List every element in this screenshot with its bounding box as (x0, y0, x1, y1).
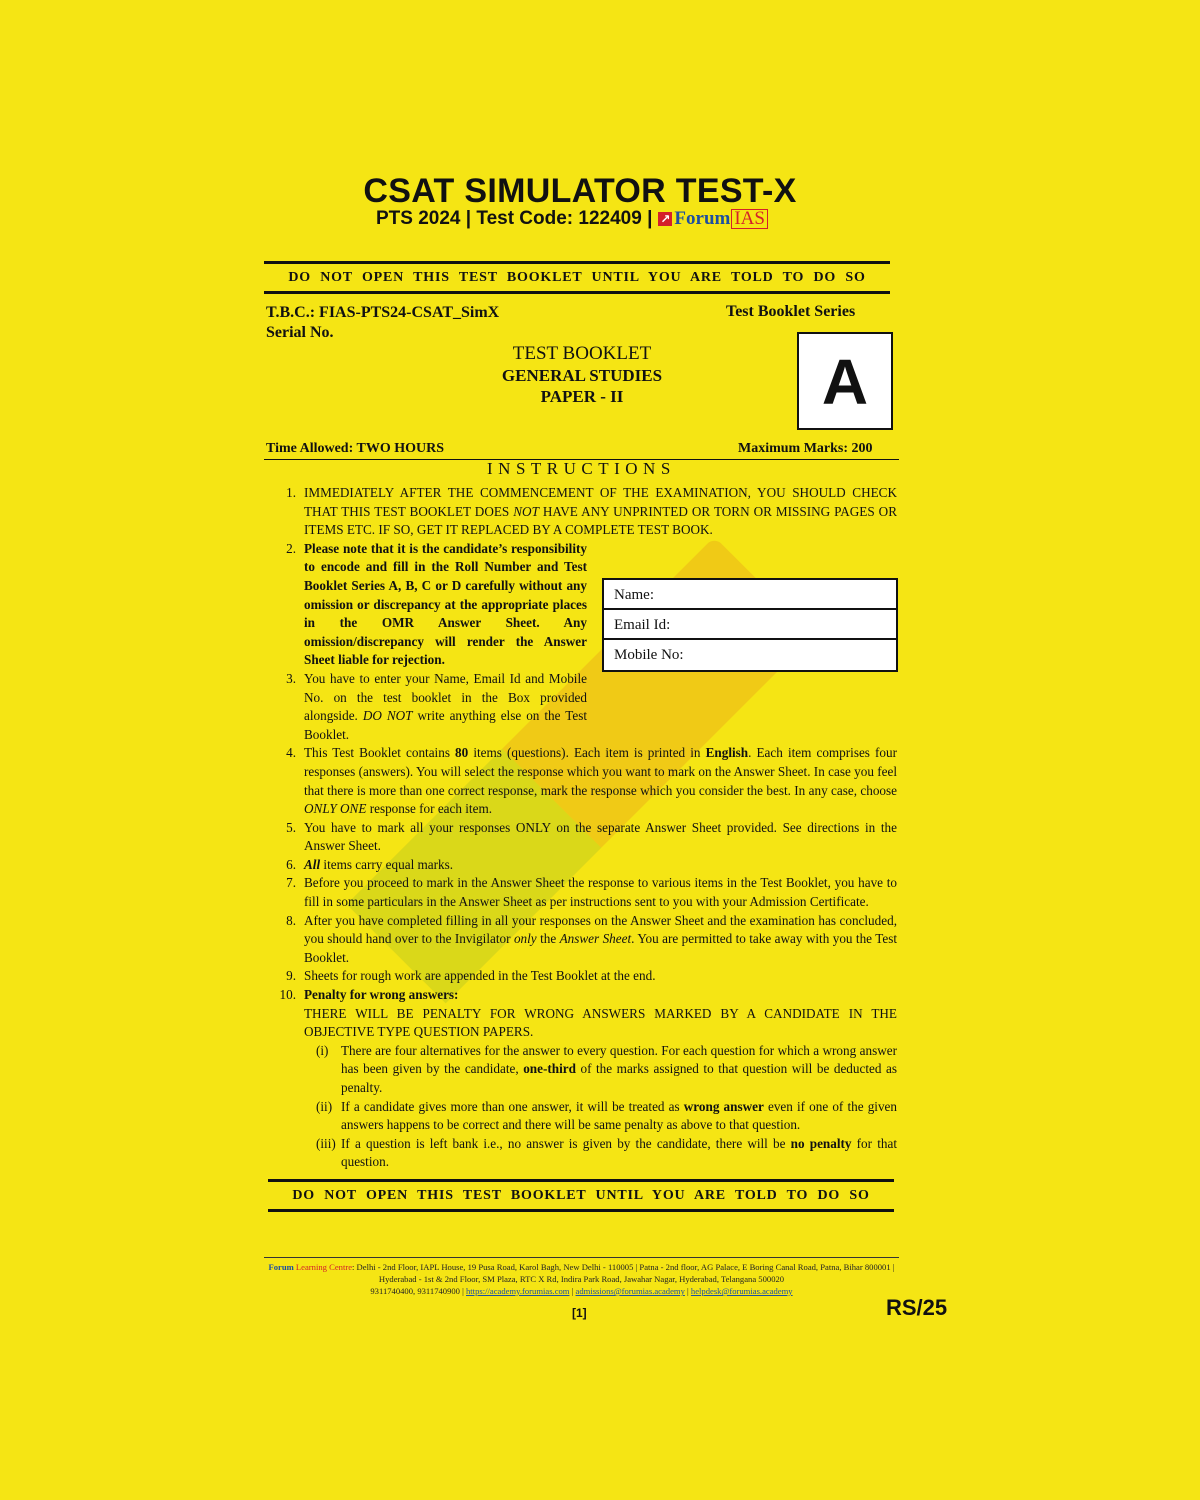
tbc-code: T.B.C.: FIAS-PTS24-CSAT_SimX (266, 304, 500, 321)
instruction-text: response for each item. (366, 801, 493, 817)
penalty-heading: Penalty for wrong answers: (304, 987, 459, 1003)
instruction-text: even if one of the given answers happens to be correct and there will be same penalty as above to that question. (341, 1098, 897, 1133)
instruction-text: . You are permitted to take away with you the Test Booklet. (304, 931, 897, 965)
emphasis-text: one-third (523, 1061, 576, 1077)
name-label: Name: (614, 587, 654, 603)
helpdesk-email-link[interactable]: helpdesk@forumias.academy (690, 1286, 793, 1296)
instruction-text: of the marks assigned to that question will be deducted as penalty. (341, 1061, 897, 1095)
instruction-2 (276, 540, 897, 670)
admissions-email-link[interactable]: admissions@forumias.academy (575, 1286, 685, 1296)
sub-number: (ii) (316, 1098, 333, 1114)
instruction-text: IMMEDIATELY AFTER THE COMMENCEMENT OF THE EXAMINATION, YOU SHOULD CHECK THAT THIS TEST BOOKLET DOES (304, 485, 897, 519)
footer-brand-forum: Forum (268, 1262, 294, 1272)
emphasis-text: wrong answer (683, 1098, 764, 1114)
instruction-text: This Test Booklet contains (304, 745, 456, 761)
booklet-heading (440, 343, 724, 407)
logo-ias-text: IAS (731, 209, 768, 229)
series-label: Test Booklet Series (726, 303, 856, 320)
instruction-text: After you have completed filling in all your responses on the Answer Sheet and the examination has concluded, you should hand over to the Invigilator (304, 912, 897, 947)
top-warning-banner: DO NOT OPEN THIS TEST BOOKLET UNTIL YOU ARE TOLD TO DO SO (264, 261, 890, 294)
instruction-4 (276, 744, 897, 818)
maximum-marks: Maximum Marks: 200 (738, 441, 873, 456)
test-code-text: PTS 2024 | Test Code: 122409 | (376, 208, 653, 229)
instruction-text: Sheets for rough work are appended in the Test Booklet at the end. (304, 968, 656, 984)
instruction-text: for that question. (341, 1135, 897, 1170)
booklet-line-3: PAPER - II (540, 387, 624, 406)
booklet-code-block (266, 303, 499, 343)
forumias-logo (658, 208, 768, 230)
emphasis-text: only (513, 931, 537, 947)
instruction-1 (276, 484, 897, 540)
instruction-text: HAVE ANY UNPRINTED OR TORN OR MISSING PAGES OR ITEMS ETC. IF SO, GET IT REPLACED BY A COMPLETE TEST BOOK. (304, 503, 898, 538)
instruction-text: If a candidate gives more than one answer, it will be treated as (341, 1098, 684, 1114)
instruction-number: 3. (286, 670, 296, 686)
instruction-number: 5. (286, 819, 296, 835)
booklet-line-2: GENERAL STUDIES (501, 366, 663, 385)
mobile-label: Mobile No: (614, 647, 684, 663)
instruction-3 (276, 670, 897, 744)
test-title: CSAT SIMULATOR TEST-X (363, 172, 797, 210)
instruction-number: 2. (286, 540, 296, 556)
instruction-text: items (questions). Each item is printed in (468, 745, 706, 761)
instruction-text: Before you proceed to mark in the Answer Sheet the response to various items in the Test Booklet, you have to fill in some particulars in the Answer Sheet as per instructions sent to you with your Admission Certificate. (304, 875, 897, 910)
instruction-9 (276, 967, 897, 986)
sub-number: (i) (316, 1042, 329, 1058)
serial-number-label: Serial No. (266, 324, 334, 341)
instruction-number: 9. (286, 968, 296, 984)
emphasis-text: DO NOT (362, 708, 413, 724)
page-number: [1] (572, 1306, 587, 1320)
emphasis-text: English (705, 745, 749, 761)
footer-phones: 9311740400, 9311740900 | (370, 1286, 466, 1296)
document-code: RS/25 (886, 1295, 948, 1320)
instruction-7 (276, 874, 897, 911)
separator: | (569, 1286, 576, 1296)
footer-brand-centre: Learning Centre (293, 1262, 353, 1272)
academy-link[interactable]: https://academy.forumias.com (466, 1286, 570, 1296)
instruction-text: There are four alternatives for the answer to every question. For each question for which a wrong answer has been given by the candidate, (341, 1042, 897, 1077)
instruction-number: 7. (286, 875, 296, 891)
email-label: Email Id: (614, 617, 671, 633)
instruction-number: 1. (286, 485, 296, 500)
penalty-rule-3 (276, 1135, 897, 1172)
instruction-number: 8. (286, 912, 296, 928)
emphasis-text: no penalty (790, 1135, 852, 1151)
emphasis-text: 80 (455, 745, 469, 761)
instruction-text: Please note that it is the candidate’s responsibility to encode and fill in the Roll Number and Test Booklet Series A, B, C or D carefully without any omission or discrepancy at the appropriate places in the OMR Answer Sheet. Any omission/discrepancy will render the Answer Sheet liable for rejection. (304, 540, 587, 668)
instruction-text: You have to mark all your responses ONLY on the separate Answer Sheet provided. See directions in the Answer Sheet. (304, 819, 897, 854)
instruction-8 (276, 912, 897, 968)
arrow-icon: ↗ (660, 212, 671, 226)
penalty-rule-2 (276, 1098, 897, 1135)
instructions-heading: INSTRUCTIONS (487, 459, 676, 478)
sub-number: (iii) (316, 1135, 336, 1151)
emphasis-text: All (304, 856, 321, 872)
instruction-text: . Each item comprises four responses (answers). You will select the response which you want to mark on the Answer Sheet. In case you feel that there is more than one correct response, mark the response which you consider the best. In any case, choose (304, 745, 897, 798)
instruction-number: 6. (286, 856, 296, 872)
instruction-text: You have to enter your Name, Email Id and Mobile No. on the test booklet in the Box provided alongside. (304, 670, 587, 724)
logo-forum-text: Forum (674, 208, 731, 229)
footer-addresses: : Delhi - 2nd Floor, IAPL House, 19 Pusa Road, Karol Bagh, New Delhi - 110005 | Patna - 2nd floor, AG Palace, E Boring Canal Road, Patna, Bihar 800001 | Hyderabad - 1st & 2nd Floor, SM Plaza, RTC X Rd, Indira Park Road, Jawahar Nagar, Hyderabad, Telangana 500020 (352, 1262, 895, 1284)
footer-divider (264, 1257, 899, 1258)
bottom-warning-banner: DO NOT OPEN THIS TEST BOOKLET UNTIL YOU ARE TOLD TO DO SO (268, 1179, 894, 1212)
instruction-number: 4. (286, 745, 296, 761)
separator: | (684, 1286, 691, 1296)
emphasis-text: Answer Sheet (559, 931, 632, 947)
time-allowed: Time Allowed: TWO HOURS (266, 441, 445, 456)
instruction-number: 10. (279, 987, 296, 1003)
test-subtitle (376, 208, 768, 230)
series-letter-box: A (797, 332, 893, 430)
booklet-line-1: TEST BOOKLET (512, 343, 652, 364)
emphasis-text: NOT (513, 503, 539, 519)
footer-address (264, 1261, 899, 1297)
instructions-list (276, 484, 897, 1172)
instruction-6 (276, 856, 897, 875)
emphasis-text: ONLY ONE (304, 801, 367, 817)
instruction-text: THERE WILL BE PENALTY FOR WRONG ANSWERS MARKED BY A CANDIDATE IN THE OBJECTIVE TYPE QUESTION PAPERS. (304, 1005, 897, 1040)
instruction-text: If a question is left bank i.e., no answer is given by the candidate, there will be (341, 1135, 791, 1151)
penalty-rule-1 (276, 1042, 897, 1098)
instruction-10 (276, 986, 897, 1042)
instruction-text: items carry equal marks. (320, 856, 454, 872)
instruction-text: write anything else on the Test Booklet. (304, 708, 588, 742)
instruction-5 (276, 819, 897, 856)
instruction-text: the (536, 931, 560, 947)
